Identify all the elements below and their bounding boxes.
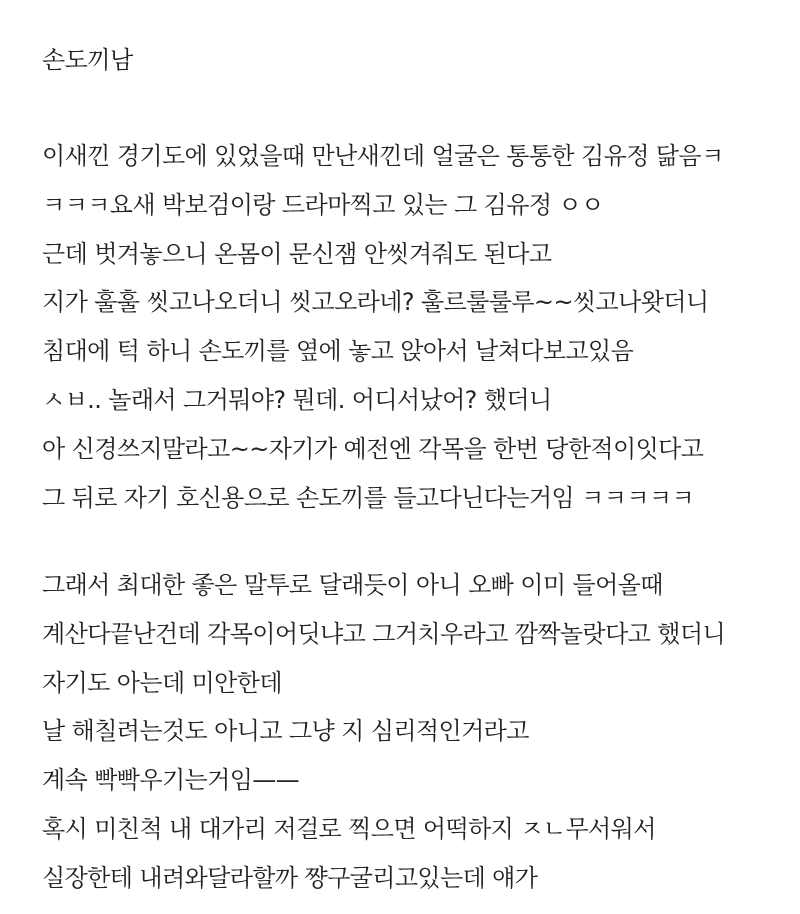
text-line: 그래서 최대한 좋은 말투로 달래듯이 아니 오빠 이미 들어올때	[42, 571, 663, 599]
text-line: 이새낀 경기도에 있었을때 만난새낀데 얼굴은 통통한 김유정 닮음ㅋ	[42, 142, 724, 170]
text-line: 그 뒤로 자기 호신용으로 손도끼를 들고다닌다는거임 ㅋㅋㅋㅋㅋ	[42, 483, 694, 512]
text-line: 계산다끝난건데 각목이어딧냐고 그거치우라고 깜짝놀랏다고 했더니	[42, 619, 726, 648]
text-line: ㅅㅂ.. 놀래서 그거뭐야? 뭔데. 어디서났어? 했더니	[42, 385, 552, 414]
paragraph	[42, 567, 725, 909]
text-line: 계속 빡빡우기는거임——	[42, 766, 300, 795]
text-line: 아 신경쓰지말라고~~자기가 예전엔 각목을 한번 당한적이잇다고	[42, 434, 704, 463]
text-line: 침대에 턱 하니 손도끼를 옆에 놓고 앉아서 날쳐다보고있음	[42, 337, 634, 366]
text-line: ㅋㅋㅋ요새 박보검이랑 드라마찍고 있는 그 김유정 ㅇㅇ	[42, 190, 604, 219]
text-line: 혹시 미친척 내 대가리 저걸로 찍으면 어떡하지 ㅈㄴ무서워서	[42, 814, 656, 843]
text-line: 실장한테 내려와달라할까 쨩구굴리고있는데 얘가	[42, 863, 538, 892]
text-line: 근데 벗겨놓으니 온몸이 문신잼 안씻겨줘도 된다고	[42, 239, 552, 268]
text-line: 자기도 아는데 미안한데	[42, 668, 282, 697]
text-line: 날 해칠려는것도 아니고 그냥 지 심리적인거라고	[42, 717, 529, 746]
paragraph	[42, 138, 724, 528]
text-line: 지가 훌훌 씻고나오더니 씻고오라네? 훌르룰룰루~~씻고나왓더니	[42, 288, 709, 317]
post-title: 손도끼남	[42, 46, 133, 74]
